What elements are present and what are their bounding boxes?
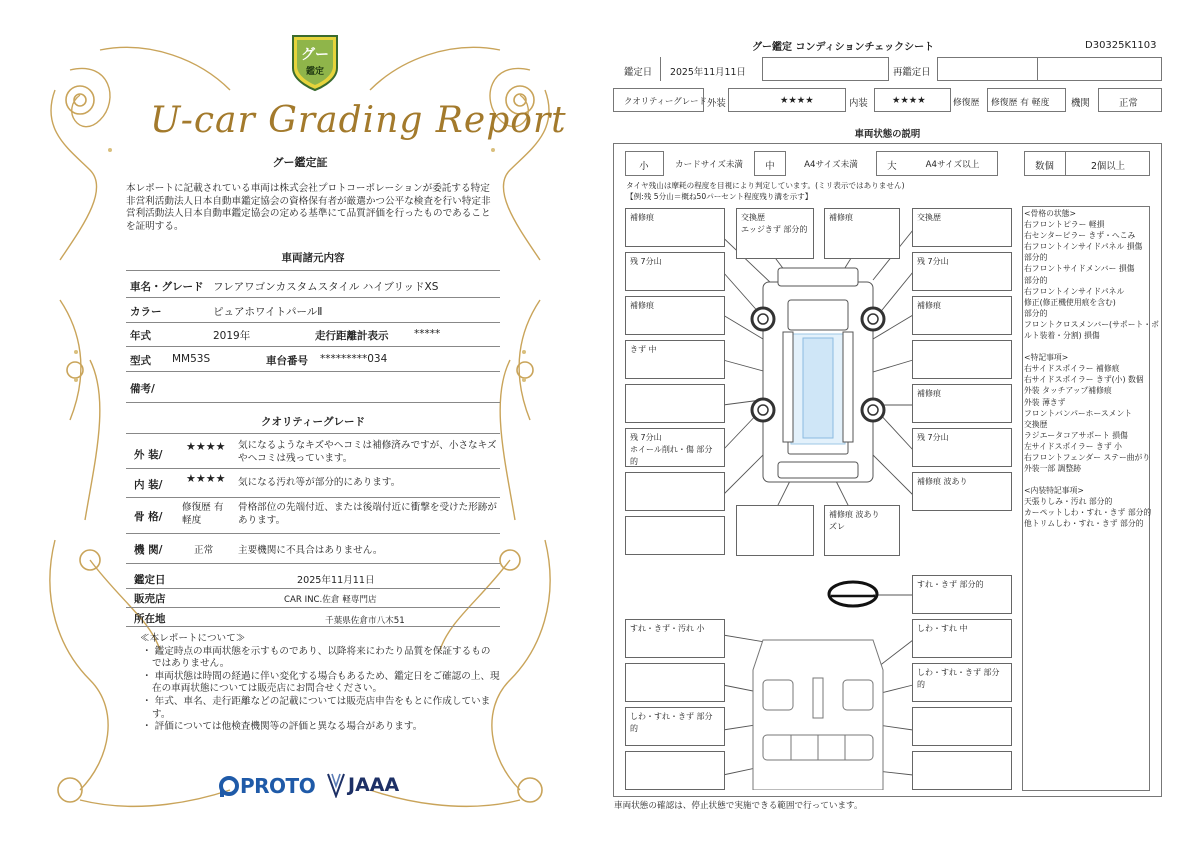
jaaa-logo-text: JAAA [348,774,400,796]
size-mid: 中 [765,161,775,172]
box-text: すれ・きず・汚れ 小 [630,624,705,633]
model-value: MM53S [172,353,211,365]
cert-date-label: 鑑定日 [134,574,166,586]
frame-notes [1024,208,1159,530]
sheet-engine-label: 機関 [1071,98,1090,109]
tire-box-rear-left [625,428,725,467]
interior-box-steering [912,575,1012,614]
sheet-ext-stars: ★★★★ [780,95,814,106]
redate-label: 再鑑定日 [893,67,931,78]
sheet-footer: 車両状態の確認は、停止状態で実施できる範囲で行っています。 [614,801,863,811]
size-small-desc: カードサイズ未満 [674,160,744,170]
damage-box-front-left [625,208,725,247]
certificate-subtitle: グー鑑定証 [272,156,328,169]
notes-heading: ≪本レポートについて≫ [140,633,246,644]
address-value: 千葉県佐倉市八木51 [325,616,405,626]
proto-logo-text: PROTO [240,774,316,798]
spec-heading: 車両諸元内容 [281,252,345,264]
jaaa-logo [326,770,408,800]
goo-badge [287,30,343,92]
interior-box-right-3 [912,707,1012,746]
sheet-title: グー鑑定 コンディションチェックシート [752,42,935,53]
remarks-label: 備考/ [130,383,155,395]
note-line: フロントバンパーホースメント [1024,408,1133,418]
note-line: 右フロントインサイドパネル 損傷 [1024,242,1143,252]
tire-box-rear-right [912,428,1012,467]
note-line: 右フロントピラー 軽損 [1024,220,1105,230]
car-name-label: 車名・グレード [130,281,204,293]
badge-top-text: グー [301,47,329,63]
sheet-int-label: 内装 [849,98,868,109]
report-title: U-car Grading Report [150,100,567,141]
interior-label: 内 装/ [134,479,163,491]
damage-box-left-6 [625,472,725,511]
chassis-value: *********034 [320,353,388,365]
interior-box-left-2 [625,663,725,702]
mileage-label: 走行距離計表示 [315,330,389,342]
box-text: 補修痕 波あり [829,510,880,519]
size-mid-desc: A4サイズ未満 [804,160,858,170]
address-label: 所在地 [134,613,166,625]
interior-box-right-4 [912,751,1012,790]
badge-bottom-text: 鑑定 [305,67,324,77]
tire-box-front-left [625,252,725,291]
car-name-value: フレアワゴンカスタムスタイル ハイブリッドXS [213,281,439,293]
cert-date-value: 2025年11月11日 [297,575,375,586]
proto-mark-icon [218,775,240,797]
engine-label: 機 関/ [134,544,163,556]
box-text: ズレ [829,522,845,531]
tire-box-front-right [912,252,1012,291]
size-big: 大 [887,161,897,172]
note-line [1024,341,1149,352]
box-text: しわ・すれ 中 [917,624,968,633]
sheet-engine-value: 正常 [1119,98,1138,109]
note-line: 交換歴 [1024,419,1048,429]
box-text: 残 7分山 [630,257,662,266]
sheet-code: D30325K1103 [1085,40,1157,51]
note-item: ・ 評価については他検査機関等の評価と異なる場合があります。 [142,721,423,733]
note-line: カーペットしわ・すれ・きず 部分的 [1024,508,1152,518]
damage-box-front-right [912,208,1012,247]
box-text: 補修痕 [917,301,941,310]
box-text: 残 7分山 [917,433,949,442]
proto-logo [218,772,318,800]
year-label: 年式 [130,330,151,342]
damage-box-right-4 [912,384,1012,423]
damage-box-right-6 [912,472,1012,511]
note-line: 右フロントサイドメンバー 損傷 [1024,264,1135,274]
interior-desc: 気になる汚れ等が部分的にあります。 [238,477,401,488]
dealer-value: CAR INC.佐倉 軽専門店 [284,595,377,605]
note-line: 左サイドスポイラー きず 小 [1024,441,1122,451]
damage-box-left-3 [625,340,725,379]
frame-desc: 骨格部位の先端付近、または後端付近に衝撃を受けた形跡があります。 [238,502,498,526]
note-line: <骨格の状態> [1024,209,1077,218]
box-text: すれ・きず 部分的 [917,580,984,589]
damage-box-left-2 [625,296,725,335]
note-line: 右フロントインサイドパネル [1024,286,1125,296]
box-text: 補修痕 [829,213,853,222]
note-item: ・ 年式、車名、走行距離などの記載については販売店申告をもとに作成しています。 [142,695,491,720]
report-notes [140,633,500,734]
note-line: 右サイドスポイラー きず(小) 数個 [1024,375,1144,385]
dealer-label: 販売店 [134,593,166,605]
damage-box-front-center-right [824,208,900,259]
box-text: 補修痕 [917,389,941,398]
frame-label: 骨 格/ [134,511,163,523]
mileage-value: ***** [414,328,441,340]
note-line: <特記事項> [1024,353,1069,363]
engine-desc: 主要機関に不具合はありません。 [238,545,383,556]
interior-box-right-2 [912,663,1012,702]
color-label: カラー [130,306,162,318]
note-line: ルト装着・分割) 損傷 [1024,331,1100,341]
box-text: 交換歴 [741,213,765,222]
steering-wheel-icon [829,582,877,606]
note-line: 外装 タッチアップ補修痕 [1024,386,1112,396]
box-text: しわ・すれ・きず 部分的 [630,712,713,733]
state-heading: 車両状態の説明 [854,129,921,140]
note-line: 右フロントフェンダー ステー曲がり [1024,452,1151,462]
interior-box-left-4 [625,751,725,790]
interior-box-left-1 [625,619,725,658]
box-text: 補修痕 [630,213,654,222]
note-line: <内装特記事項> [1024,486,1084,496]
note-line: 部分的 [1024,308,1048,318]
note-line: 修正(修正機使用痕を含む) [1024,297,1116,307]
damage-box-right-2 [912,296,1012,335]
damage-box-front-center [736,208,814,259]
size-small: 小 [639,161,649,172]
box-text: ホイール削れ・傷 部分的 [630,445,713,466]
note-line: ラジエータコアサポート 損傷 [1024,430,1128,440]
note-item: ・ 鑑定時点の車両状態を示すものであり、以降将来にわたり品質を保証するものではありません。 [142,645,491,670]
sheet-date-label: 鑑定日 [624,67,653,78]
sheet-date-value: 2025年11月11日 [670,67,746,78]
exterior-desc: 気になるようなキズやヘコミは補修済みですが、小さなキズやヘコミは残っています。 [238,440,497,464]
jaaa-mark-icon [326,772,346,798]
color-value: ピュアホワイトパールⅡ [213,306,323,318]
count-label: 数個 [1035,161,1054,172]
box-text: 交換歴 [917,213,941,222]
box-text: 残 7分山 [917,257,949,266]
box-text: 補修痕 波あり [917,477,968,486]
damage-box-rear-center [736,505,814,556]
note-line: 右サイドスポイラー 補修痕 [1024,364,1120,374]
note-item: ・ 車両状態は時間の経過に伴い変化する場合もあるため、鑑定日をご確認の上、現在の車両状態については販売店にお問合せください。 [142,670,500,695]
tire-note: タイヤ残山は摩耗の程度を目視により判定しています。(ミリ表示ではありません) [626,181,905,190]
sheet-int-stars: ★★★★ [892,95,926,106]
box-text: エッジきず 部分的 [741,225,808,234]
model-label: 型式 [130,355,151,367]
note-line: フロントクロスメンバー(サポート・ボ [1024,319,1159,329]
interior-box-left-3 [625,707,725,746]
engine-value: 正常 [194,545,214,556]
note-line: 右センターピラー きず・へこみ [1024,231,1136,241]
sheet-ext-label: 外装 [707,98,726,109]
year-value: 2019年 [213,330,251,342]
exterior-stars: ★★★★ [186,440,226,453]
count-value: 2個以上 [1090,161,1126,172]
interior-stars: ★★★★ [186,472,226,485]
certificate-intro: 本レポートに記載されている車両は株式会社プロトコーポレーションが委託する特定非営利活動法人日本自動車鑑定協会の資格保有者が厳選かつ公平な検査を行い特定非営利活動法人日本自動車鑑定協会の定める基準にて品質評価を行ったものであることを証明する。 [126,183,491,232]
damage-box-left-4 [625,384,725,423]
box-text: きず 中 [630,345,657,354]
note-line: 外装 薄きず [1024,397,1066,407]
note-line: 部分的 [1024,275,1048,285]
damage-box-right-3 [912,340,1012,379]
box-text: 補修痕 [630,301,654,310]
note-line: 天張りしみ・汚れ 部分的 [1024,497,1113,507]
grade-heading: クオリティーグレード [261,416,365,428]
box-text: しわ・すれ・きず 部分的 [917,668,1000,689]
chassis-label: 車台番号 [266,355,308,367]
exterior-label: 外 装/ [134,449,163,461]
note-line: 外装一部 調整跡 [1024,464,1082,474]
note-line [1024,474,1149,485]
interior-box-right-1 [912,619,1012,658]
sheet-repair-value: 修復歴 有 軽度 [991,98,1050,108]
sheet-grade-label: クオリティーグレード [624,96,707,106]
damage-box-rear-center-right [824,505,900,556]
box-text: 残 7分山 [630,433,662,442]
frame-value: 修復歴 有 軽度 [182,502,224,526]
note-line: 部分的 [1024,253,1048,263]
tire-example: 【例:残 5分山＝概ね50パーセント程度残り溝を示す】 [626,192,813,201]
size-big-desc: A4サイズ以上 [925,160,980,170]
note-line: 他トリムしわ・すれ・きず 部分的 [1024,519,1144,529]
damage-box-left-7 [625,516,725,555]
sheet-repair-label: 修復歴 [953,98,980,108]
